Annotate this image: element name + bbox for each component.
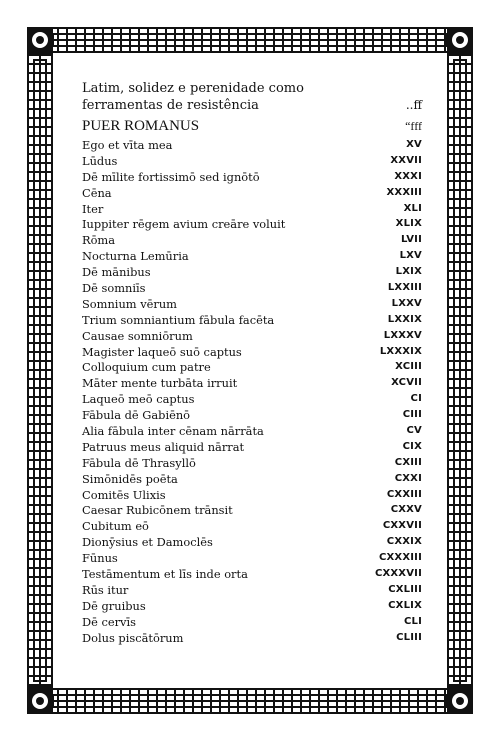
toc-entry[interactable] [82, 296, 422, 312]
toc-entry-title: Dē somniīs [82, 281, 146, 296]
toc-entry[interactable] [82, 630, 422, 646]
toc-entry[interactable] [82, 185, 422, 201]
toc-entry[interactable] [82, 280, 422, 296]
toc-entry-title: Trium somniantium fābula facēta [82, 312, 275, 327]
toc-entry[interactable] [82, 137, 422, 153]
toc-entry[interactable] [82, 264, 422, 280]
meander-border-right [447, 53, 473, 688]
toc-entry-page: CXXIX [386, 536, 422, 548]
toc-entry-title: Laqueō meō captus [82, 392, 195, 407]
toc-entry-title: Dē mīlite fortissimō sed ignōtō [82, 169, 260, 184]
toc-part-page: “fff [405, 119, 422, 133]
toc-entry-page: CXLIII [388, 583, 422, 595]
toc-part-entry[interactable] [82, 117, 422, 135]
toc-entry-page: LXXV [391, 297, 422, 309]
toc-entry-page: CXXI [394, 472, 422, 484]
toc-entry-title: Fābula dē Gabiēnō [82, 408, 191, 423]
toc-entry-title: Magister laqueō suō captus [82, 344, 242, 359]
toc-entry[interactable] [82, 201, 422, 217]
toc-entry-title: Fābula dē Thrasyllō [82, 455, 196, 470]
toc-entry-title: Colloquium cum patre [82, 360, 211, 375]
toc-entry-page: XXVII [390, 154, 422, 166]
toc-entry[interactable] [82, 232, 422, 248]
toc-entry-title: Lūdus [82, 153, 118, 168]
corner-ornament-top-right [447, 27, 473, 53]
toc-entry-title: Dē mānibus [82, 265, 151, 280]
toc-entry-page: CIX [402, 440, 422, 452]
toc-entry[interactable] [82, 375, 422, 391]
toc-entry-page: CXIII [394, 456, 422, 468]
toc-entry-title: Dē cervīs [82, 614, 136, 629]
toc-entry-page: XCVII [391, 377, 422, 389]
meander-border-left [27, 53, 53, 688]
toc-entry-title: Ego et vīta mea [82, 138, 173, 152]
toc-entry[interactable] [82, 391, 422, 407]
toc-entry-title: Rōma [82, 233, 116, 248]
toc-entry-page: XXXIII [386, 186, 422, 198]
toc-entry-page: CI [410, 393, 422, 405]
toc-entry[interactable] [82, 582, 422, 598]
toc-entry[interactable] [82, 344, 422, 360]
corner-ornament-bottom-right [447, 688, 473, 714]
toc-heading-entry[interactable] [82, 80, 422, 114]
toc-entry-page: XXXI [394, 170, 422, 182]
toc-entry[interactable] [82, 518, 422, 534]
toc-entry[interactable] [82, 407, 422, 423]
toc-entry-title: Alia fābula inter cēnam nārrāta [82, 424, 264, 439]
toc-entry-page: LXXXV [383, 329, 422, 341]
toc-entry[interactable] [82, 566, 422, 582]
toc-entry[interactable] [82, 614, 422, 630]
toc-entry-title: Dē gruibus [82, 598, 146, 613]
toc-entry-page: CXXV [390, 504, 422, 516]
meander-border-top [46, 27, 454, 53]
toc-entry-title: Testāmentum et līs inde orta [82, 567, 248, 582]
toc-entry-title: Dolus piscātōrum [82, 630, 184, 645]
toc-entry-page: CLI [403, 615, 422, 627]
toc-entry[interactable] [82, 312, 422, 328]
toc-entry[interactable] [82, 153, 422, 169]
toc-entry-page: LVII [401, 234, 422, 246]
toc-entry[interactable] [82, 328, 422, 344]
toc-entry-title: Comitēs Ulixis [82, 487, 166, 502]
toc-entry-title: Fūnus [82, 551, 118, 566]
toc-part-title: PUER ROMANUS [82, 118, 200, 134]
toc-entry[interactable] [82, 534, 422, 550]
toc-entry-page: CV [406, 425, 422, 437]
toc-entry-title: Caesar Rubicōnem trānsit [82, 503, 233, 518]
toc-entry[interactable] [82, 423, 422, 439]
toc-entry-page: XCIII [395, 361, 422, 373]
toc-entry-page: LXXIX [387, 313, 422, 325]
toc-heading-title: Latim, solidez e perenidade como ferramentas de resistência [82, 81, 304, 113]
toc-entry-page: XLI [403, 202, 422, 214]
toc-entry-page: CXXXIII [378, 552, 422, 564]
toc-entry[interactable] [82, 216, 422, 232]
table-of-contents [82, 80, 422, 646]
toc-entry-page: CLIII [396, 631, 422, 643]
toc-entry-page: LXXXIX [379, 345, 422, 357]
toc-entry[interactable] [82, 471, 422, 487]
toc-entry-title: Māter mente turbāta irruit [82, 376, 238, 391]
toc-entry[interactable] [82, 550, 422, 566]
toc-entry[interactable] [82, 359, 422, 375]
toc-entry-title: Iter [82, 201, 104, 216]
corner-ornament-top-left [27, 27, 53, 53]
toc-entry-page: LXV [399, 250, 422, 262]
toc-entry-page: CXLIX [388, 599, 422, 611]
toc-entry[interactable] [82, 487, 422, 503]
toc-entry-title: Patruus meus aliquid nārrat [82, 439, 245, 454]
toc-entry-title: Simōnidēs poēta [82, 471, 178, 486]
toc-entry-page: CXXIII [386, 488, 422, 500]
toc-entry-title: Rūs itur [82, 582, 129, 597]
toc-entry-title: Cubitum eō [82, 519, 149, 534]
toc-entry-page: CXXVII [382, 520, 422, 532]
toc-list [82, 137, 422, 646]
corner-ornament-bottom-left [27, 688, 53, 714]
toc-entry[interactable] [82, 502, 422, 518]
toc-entry[interactable] [82, 455, 422, 471]
toc-entry-title: Nocturna Lemūria [82, 249, 189, 264]
toc-entry-page: CIII [402, 409, 422, 421]
toc-entry[interactable] [82, 248, 422, 264]
toc-entry-title: Iuppiter rēgem avium creāre voluit [82, 217, 286, 232]
toc-entry-title: Somnium vērum [82, 296, 177, 311]
toc-heading-page: ..ff [405, 98, 422, 112]
toc-entry[interactable] [82, 598, 422, 614]
meander-border-bottom [46, 688, 454, 714]
toc-entry[interactable] [82, 169, 422, 185]
toc-entry-page: XLIX [395, 218, 422, 230]
toc-entry-page: LXIX [395, 266, 422, 278]
toc-entry-page: CXXXVII [374, 568, 422, 580]
toc-entry-title: Cēna [82, 185, 112, 200]
toc-entry-title: Dionȳsius et Damoclēs [82, 535, 213, 550]
toc-entry-page: XV [406, 139, 422, 150]
toc-entry[interactable] [82, 439, 422, 455]
toc-entry-page: LXXIII [387, 282, 422, 294]
toc-entry-title: Causae somniōrum [82, 328, 193, 343]
